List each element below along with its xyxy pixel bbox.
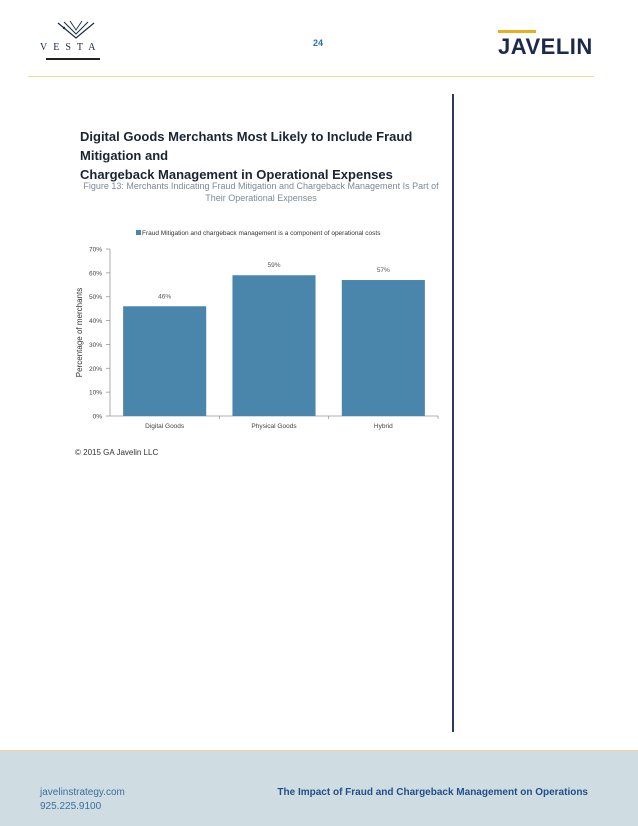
y-tick-label: 10% [88,389,102,397]
chart-title-line-1: Digital Goods Merchants Most Likely to Include Fraud Mitigation and [80,129,413,163]
footer-report-title: The Impact of Fraud and Chargeback Management on Operations [277,787,588,798]
bar-digital-goods [123,306,206,416]
footer-website-link[interactable]: javelinstrategy.com [40,787,125,798]
bar-chart [60,220,450,435]
legend-swatch [136,230,141,235]
y-tick-label: 70% [88,246,102,254]
bar-physical-goods [232,275,315,416]
figure-caption-line-1: Figure 13: Merchants Indicating Fraud Mitigation and Chargeback Management Is Part of [83,181,439,191]
figure-caption [76,180,446,204]
vesta-mark-icon [56,20,96,42]
y-tick-label: 40% [88,318,102,326]
copyright-notice: © 2015 GA Javelin LLC [75,448,159,457]
x-tick-label: Physical Goods [251,423,297,430]
chart-title-line-2: Chargeback Management in Operational Expenses [80,167,393,182]
chart-title [80,127,440,184]
footer-divider [0,750,638,751]
vesta-wordmark: VESTA [40,42,102,53]
figure-caption-line-2: Their Operational Expenses [205,193,317,203]
vesta-logo [40,20,110,68]
page-header [0,0,638,78]
legend-label: Fraud Mitigation and chargeback management is a component of operational costs [142,230,381,237]
y-tick-label: 0% [92,413,102,421]
x-tick-label: Digital Goods [145,423,185,430]
javelin-accent-bar [498,30,536,33]
y-tick-label: 30% [88,341,102,349]
y-tick-label: 60% [88,270,102,278]
footer-phone: 925.225.9100 [40,801,102,812]
vesta-tagline-mark [46,58,100,60]
bar-hybrid [342,280,425,416]
javelin-logo: JAVELIN [498,34,593,59]
y-tick-label: 50% [88,294,102,302]
header-divider [28,76,594,77]
x-tick-label: Hybrid [373,423,393,430]
sidebar-divider [452,94,454,732]
data-label: 46% [158,293,172,301]
data-label: 59% [267,262,281,270]
y-tick-label: 20% [88,365,102,373]
data-label: 57% [376,267,390,275]
y-axis-label: Percentage of merchants [75,287,84,378]
page-number: 24 [312,38,323,48]
